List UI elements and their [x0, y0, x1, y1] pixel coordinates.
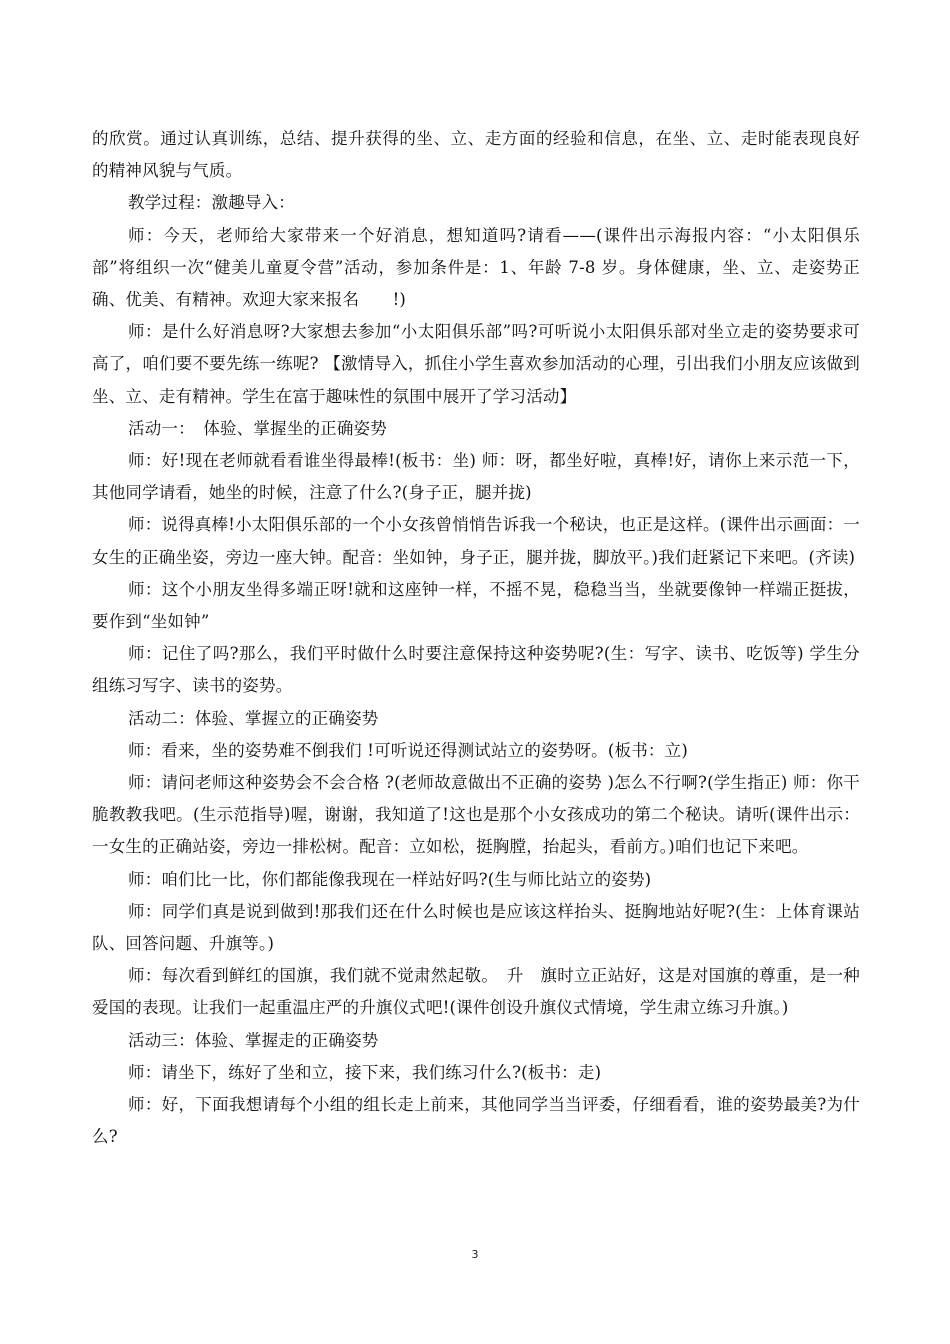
paragraph-8: 师：这个小朋友坐得多端正呀!就和这座钟一样，不摇不晃，稳稳当当，坐就要像钟一样端正挺拔，要作到“坐如钟” — [92, 579, 860, 632]
paragraph-18: 师：好，下面我想请每个小组的组长走上前来，其他同学当当评委，仔细看看，谁的姿势最美?为什么? — [92, 1095, 860, 1147]
paragraph-15: 师：每次看到鲜红的国旗，我们就不觉肃然起敬。 升 旗时立正站好，这是对国旗的尊重，是一种爱国的表现。让我们一起重温庄严的升旗仪式吧!(课件创设升旗仪式情境，学生肃立练习升旗。) — [92, 966, 860, 1018]
paragraph-4: 师：是什么好消息呀?大家想去参加“小太阳俱乐部”吗?可听说小太阳俱乐部对坐立走的姿势要求可高了，咱们要不要先练一练呢? 【激情导入，抓住小学生喜欢参加活动的心理，引出我们小朋友应该做到坐、立、走有精神。学生在富于趣味性的氛围中展开了学习活动】 — [92, 322, 860, 406]
paragraph-10: 活动二：体验、掌握立的正确姿势 — [128, 708, 379, 728]
paragraph-2: 教学过程：激趣导入： — [128, 193, 295, 213]
paragraph-13: 师：咱们比一比，你们都能像我现在一样站好吗?(生与师比站立的姿势) — [128, 869, 652, 889]
document-body — [92, 123, 860, 1154]
paragraph-7: 师：说得真棒!小太阳俱乐部的一个小女孩曾悄悄告诉我一个秘诀，也正是这样。(课件出示画面：一女生的正确坐姿，旁边一座大钟。配音：坐如钟，身子正，腿并拢，脚放平。)我们赶紧记下来吧。(齐读) — [92, 515, 860, 567]
paragraph-9: 师：记住了吗?那么，我们平时做什么时要注意保持这种姿势呢?(生：写字、读书、吃饭等) 学生分组练习写字、读书的姿势。 — [92, 644, 860, 696]
paragraph-3: 师：今天，老师给大家带来一个好消息，想知道吗?请看——(课件出示海报内容：“小太阳俱乐部”将组织一次“健美儿童夏令营”活动，参加条件是：1、年龄 7-8 岁。身体健康，坐、立、走姿势正确、优美、有精神。欢迎大家来报名 !) — [92, 225, 860, 310]
paragraph-12: 师：请问老师这种姿势会不会合格 ?(老师故意做出不正确的姿势 )怎么不行啊?(学生指正) 师：你干脆教教我吧。(生示范指导)喔，谢谢，我知道了!这也是那个小女孩成功的第二个秘诀。请听(课件出示：一女生的正确站姿，旁边一排松树。配音：立如松，挺胸膛，抬起头，看前方。)咱们也记下来吧。 — [92, 773, 860, 857]
paragraph-6: 师：好!现在老师就看看谁坐得最棒!(板书：坐) 师：呀，都坐好啦，真棒!好，请你上来示范一下，其他同学请看，她坐的时候，注意了什么?(身子正，腿并拢) — [92, 451, 860, 503]
paragraph-17: 师：请坐下，练好了坐和立，接下来，我们练习什么?(板书：走) — [128, 1062, 602, 1082]
page-number: 3 — [471, 1248, 479, 1261]
paragraph-5: 活动一： 体验、掌握坐的正确姿势 — [128, 418, 387, 438]
paragraph-14: 师：同学们真是说到做到!那我们还在什么时候也是应该这样抬头、挺胸地站好呢?(生：上体育课站队、回答问题、升旗等。) — [92, 901, 860, 954]
paragraph-11: 师：看来，坐的姿势难不倒我们 !可听说还得测试站立的姿势呀。(板书：立) — [128, 740, 688, 760]
paragraph-1: 的欣赏。通过认真训练，总结、提升获得的坐、立、走方面的经验和信息，在坐、立、走时能表现良好的精神风貌与气质。 — [92, 129, 860, 181]
paragraph-16: 活动三：体验、掌握走的正确姿势 — [128, 1030, 379, 1050]
